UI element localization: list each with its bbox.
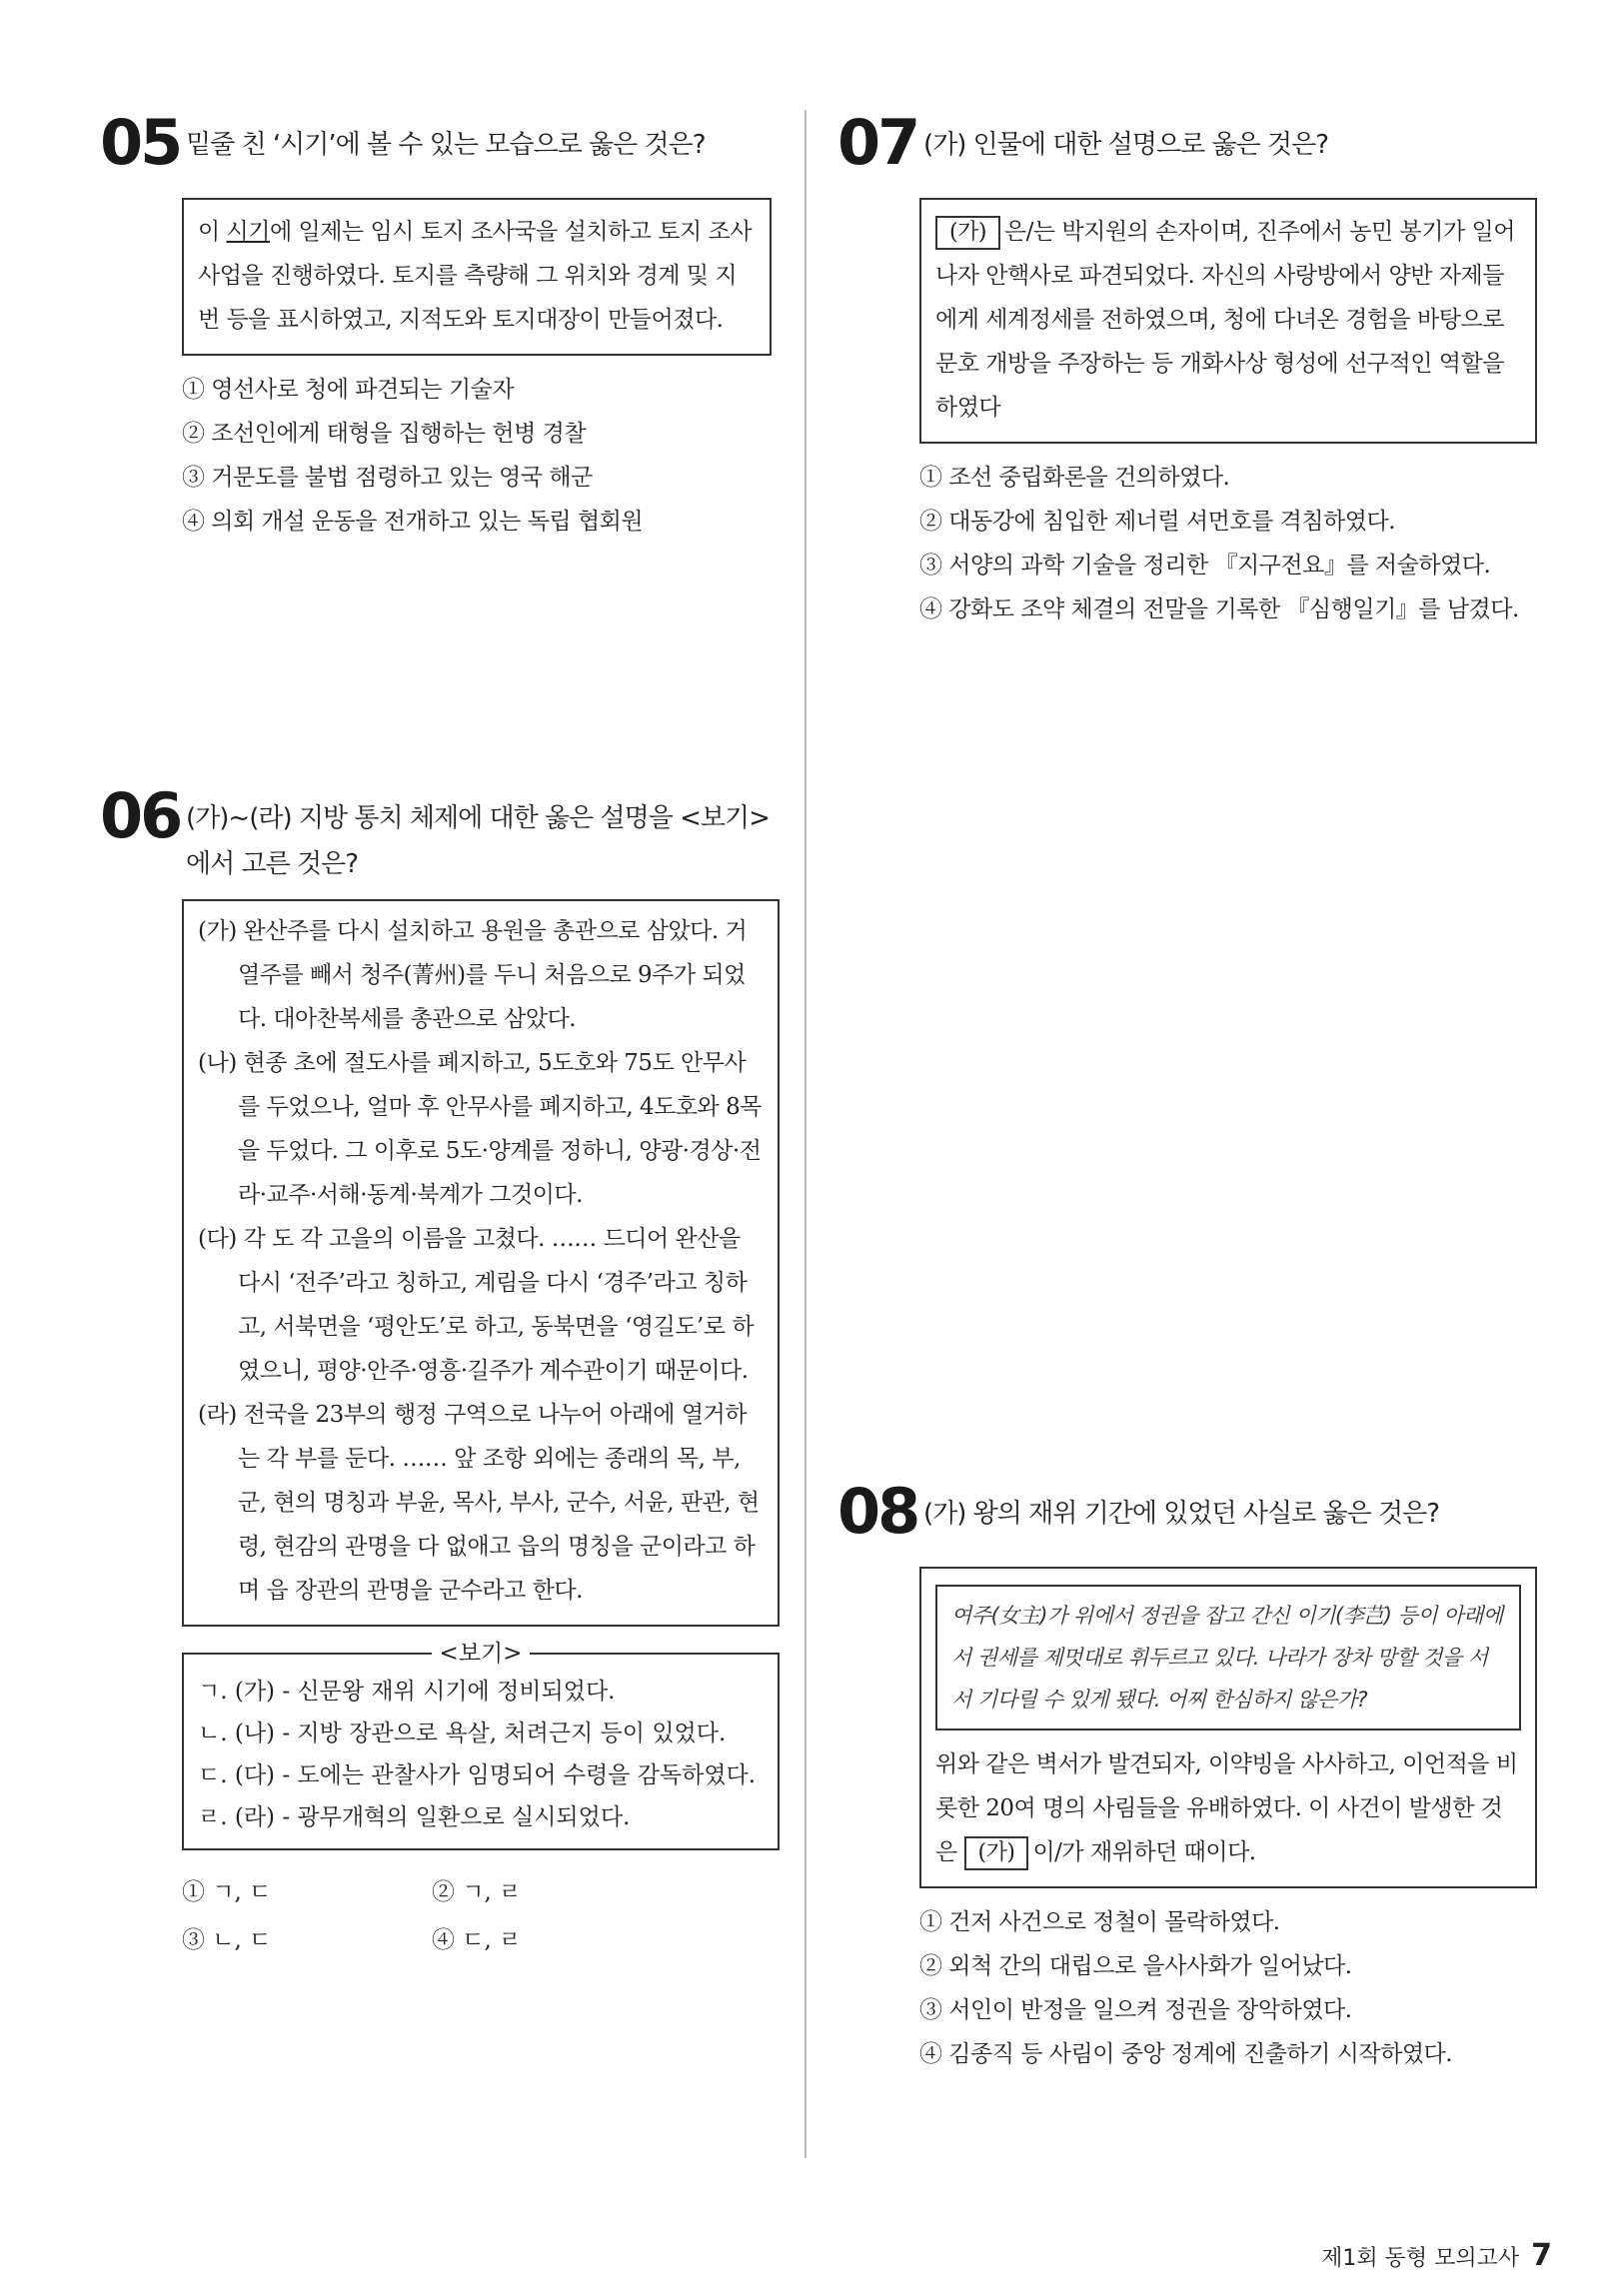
option-4[interactable]: ④ 강화도 조약 체결의 전말을 기록한 『심행일기』를 남겼다. — [919, 596, 1519, 622]
passage-item-da: (다) 각 도 각 고을의 이름을 고쳤다. …… 드디어 완산을 다시 ‘전주’라고 칭하고, 계림을 다시 ‘경주’라고 칭하고, 서북면을 ‘평안도’로 하고, 동북면을 ‘영길도’로 하였으니, 평양·안주·영흥·길주가 계수관이기 때문이다. — [198, 1226, 755, 1384]
bogi-box — [182, 1641, 780, 1850]
passage-box — [182, 198, 772, 356]
option-4[interactable]: ④ 김종직 등 사림이 중앙 정계에 진출하기 시작하였다. — [919, 2041, 1453, 2067]
options — [182, 368, 772, 544]
wall-poster-quote: 여주(女主)가 위에서 정권을 잡고 간신 이기(李芑) 등이 아래에서 권세를 제멋대로 휘두르고 있다. 나라가 장차 망할 것을 서서 기다릴 수 있게 됐다. 어찌 한심하지 않은가? — [935, 1585, 1521, 1730]
question-text: (가)~(라) 지방 통치 체제에 대한 옳은 설명을 <보기> 에서 고른 것은? — [186, 803, 770, 879]
question-number: 05 — [100, 106, 181, 179]
question-07 — [837, 108, 1537, 631]
option-2[interactable]: ② 대동강에 침입한 제너럴 셔먼호를 격침하였다. — [919, 509, 1396, 535]
passage-text: (가) 은/는 박지원의 손자이며, 진주에서 농민 봉기가 일어나자 안핵사로 파견되었다. 자신의 사랑방에서 양반 자제들에게 세계정세를 전하였으며, 청에 다녀온 경험을 바탕으로 문호 개방을 주장하는 등 개화사상 형성에 선구적인 역할을 하였다 — [935, 210, 1521, 430]
question-number: 08 — [837, 1475, 918, 1548]
option-2[interactable]: ② 조선인에게 태형을 집행하는 헌병 경찰 — [182, 421, 587, 447]
question-header — [837, 108, 1537, 198]
passage-item-ra: (라) 전국을 23부의 행정 구역으로 나누어 아래에 열거하는 각 부를 둔다. …… 앞 조항 외에는 종래의 목, 부, 군, 현의 명칭과 부윤, 목사, 부사, 군수, 서윤, 판관, 현령, 현감의 관명을 다 없애고 읍의 명칭을 군이라고 하며 읍 장관의 관명을 군수라고 한다. — [198, 1402, 760, 1604]
passage-item-ga: (가) 완산주를 다시 설치하고 용원을 총관으로 삼았다. 거열주를 빼서 청주(菁州)를 두니 처음으로 9주가 되었다. 대아찬복세를 총관으로 삼았다. — [198, 918, 748, 1032]
page-footer — [1321, 2238, 1552, 2273]
question-header — [100, 781, 780, 899]
bogi-item-digeut: ㄷ. (다) - 도에는 관찰사가 임명되어 수령을 감독하였다. — [198, 1762, 757, 1788]
column-divider — [805, 110, 806, 2158]
question-header — [100, 108, 772, 198]
option-1[interactable]: ① 건저 사건으로 정철이 몰락하였다. — [919, 1909, 1280, 1935]
option-1[interactable]: ① 영선사로 청에 파견되는 기술자 — [182, 377, 515, 403]
exam-title: 제1회 동형 모의고사 — [1321, 2246, 1520, 2271]
passage-box — [919, 1567, 1537, 1888]
question-number: 06 — [100, 779, 181, 852]
option-3[interactable]: ③ 서양의 과학 기술을 정리한 『지구전요』를 저술하였다. — [919, 553, 1491, 578]
option-2[interactable]: ② 외척 간의 대립으로 을사사화가 일어났다. — [919, 1953, 1352, 1979]
passage-item-na: (나) 현종 초에 절도사를 폐지하고, 5도호와 75도 안무사를 두었으나, 얼마 후 안무사를 폐지하고, 4도호와 8목을 두었다. 그 이후로 5도·양계를 정하니, 양광·경상·전라·교주·서해·동계·북계가 그것이다. — [198, 1050, 762, 1208]
option-3[interactable]: ③ 거문도를 불법 점령하고 있는 영국 해군 — [182, 465, 593, 491]
option-1[interactable]: ① 조선 중립화론을 건의하였다. — [919, 465, 1230, 491]
bogi-title: <보기> — [184, 1639, 778, 1669]
blank-box: (가) — [964, 1836, 1029, 1870]
question-text: (가) 왕의 재위 기간에 있었던 사실로 옳은 것은? — [923, 1499, 1440, 1529]
question-05 — [100, 108, 772, 544]
question-text: (가) 인물에 대한 설명으로 옳은 것은? — [923, 130, 1329, 160]
options — [919, 1900, 1537, 2076]
option-2[interactable]: ② ㄱ, ㄹ — [432, 1879, 522, 1905]
question-08 — [837, 1477, 1537, 2076]
answer-options — [182, 1868, 780, 1964]
passage-box — [182, 899, 780, 1627]
option-3[interactable]: ③ 서인이 반정을 일으켜 정권을 장악하였다. — [919, 1997, 1352, 2023]
bogi-item-rieul: ㄹ. (라) - 광무개혁의 일환으로 실시되었다. — [198, 1804, 631, 1830]
blank-box: (가) — [935, 216, 1000, 250]
option-1[interactable]: ① ㄱ, ㄷ — [182, 1879, 272, 1905]
passage-box — [919, 198, 1537, 444]
question-text: 밑줄 친 ‘시기’에 볼 수 있는 모습으로 옳은 것은? — [186, 130, 706, 160]
option-4[interactable]: ④ 의회 개설 운동을 전개하고 있는 독립 협회원 — [182, 509, 644, 535]
passage-text: 이 시기에 일제는 임시 토지 조사국을 설치하고 토지 조사 사업을 진행하였다. 토지를 측량해 그 위치와 경계 및 지번 등을 표시하였고, 지적도와 토지대장이 만들어졌다. — [198, 219, 753, 333]
bogi-item-giyeok: ㄱ. (가) - 신문왕 재위 시기에 정비되었다. — [198, 1679, 616, 1705]
passage-text: 위와 같은 벽서가 발견되자, 이약빙을 사사하고, 이언적을 비롯한 20여 명의 사림들을 유배하였다. 이 사건이 발생한 것은 (가) 이/가 재위하던 때이다. — [935, 1742, 1521, 1874]
question-06 — [100, 781, 780, 1964]
option-4[interactable]: ④ ㄷ, ㄹ — [432, 1927, 522, 1953]
option-3[interactable]: ③ ㄴ, ㄷ — [182, 1927, 272, 1953]
bogi-item-nieun: ㄴ. (나) - 지방 장관으로 욕살, 처려근지 등이 있었다. — [198, 1721, 727, 1746]
question-header — [837, 1477, 1537, 1567]
options — [919, 456, 1537, 631]
underlined-term: 시기 — [226, 219, 270, 245]
question-number: 07 — [837, 106, 918, 179]
page-number: 7 — [1531, 2238, 1552, 2273]
